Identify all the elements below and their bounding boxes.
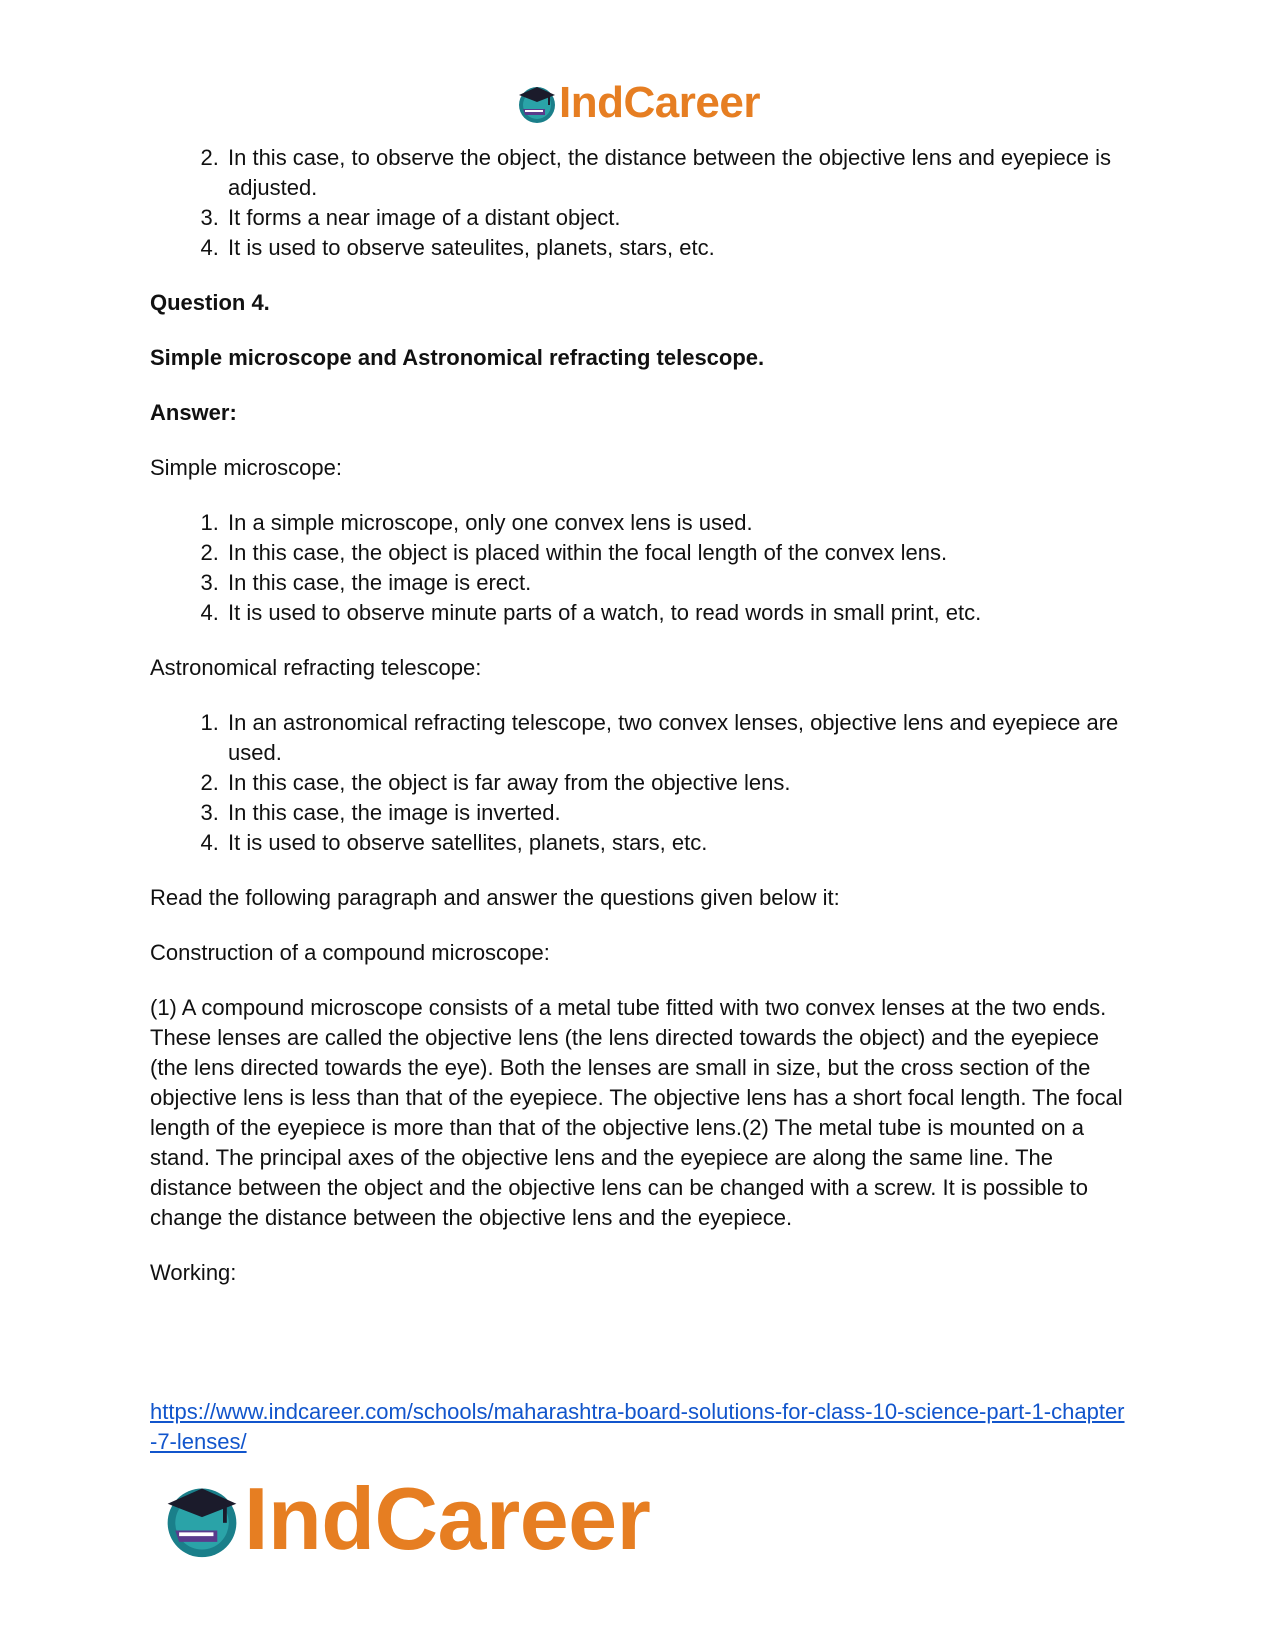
instruction-text: Read the following paragraph and answer the questions given below it: xyxy=(150,885,840,910)
question-title: Simple microscope and Astronomical refracting telescope. xyxy=(150,345,765,370)
list-item: 3. In this case, the image is erect. xyxy=(225,568,1130,598)
construction-label: Construction of a compound microscope: xyxy=(150,940,550,965)
list-item: 4. It is used to observe satellites, planets, stars, etc. xyxy=(225,828,1130,858)
list-item: 4. It is used to observe minute parts of a watch, to read words in small print, etc. xyxy=(225,598,1130,628)
list-item: 3. It forms a near image of a distant object. xyxy=(225,203,1130,233)
list-item: 2. In this case, the object is placed within the focal length of the convex lens. xyxy=(225,538,1130,568)
intro-list xyxy=(150,143,1130,263)
simple-microscope-list xyxy=(150,508,1130,628)
construction-paragraph: (1) A compound microscope consists of a metal tube fitted with two convex lenses at the two ends. These lenses are called the objective lens (the lens directed towards the object) and the eyepiece (the lens directed towards the eye). Both the lenses are small in size, but the cross section of the objective lens is less than that of the eyepiece. The objective lens has a short focal length. The focal length of the eyepiece is more than that of the objective lens.(2) The metal tube is mounted on a stand. The principal axes of the objective lens and the eyepiece are along the same line. The distance between the object and the objective lens can be changed with a screw. It is possible to change the distance between the objective lens and the eyepiece. xyxy=(150,995,1123,1230)
footer-logo xyxy=(160,1468,650,1570)
header-logo xyxy=(0,78,1275,128)
source-link[interactable]: https://www.indcareer.com/schools/maharashtra-board-solutions-for-class-10-science-part-1-chapter-7-lenses/ xyxy=(150,1399,1125,1454)
list-item: 3. In this case, the image is inverted. xyxy=(225,798,1130,828)
list-item: 1. In an astronomical refracting telescope, two convex lenses, objective lens and eyepiece are used. xyxy=(225,708,1130,768)
list-item: 2. In this case, to observe the object, the distance between the objective lens and eyepiece is adjusted. xyxy=(225,143,1130,203)
list-item: 4. It is used to observe sateulites, planets, stars, etc. xyxy=(225,233,1130,263)
simple-microscope-label: Simple microscope: xyxy=(150,455,342,480)
brand-name: IndCareer xyxy=(559,78,760,127)
list-item: 1. In a simple microscope, only one convex lens is used. xyxy=(225,508,1130,538)
answer-label: Answer: xyxy=(150,400,237,425)
document-body xyxy=(150,143,1130,1288)
question-heading: Question 4. xyxy=(150,290,270,315)
working-label: Working: xyxy=(150,1260,237,1285)
graduation-cap-icon xyxy=(515,81,559,125)
footer-brand-name: IndCareer xyxy=(244,1469,651,1568)
telescope-label: Astronomical refracting telescope: xyxy=(150,655,482,680)
telescope-list xyxy=(150,708,1130,858)
graduation-cap-icon xyxy=(160,1477,244,1561)
brand-logo xyxy=(515,78,760,128)
list-item: 2. In this case, the object is far away from the objective lens. xyxy=(225,768,1130,798)
